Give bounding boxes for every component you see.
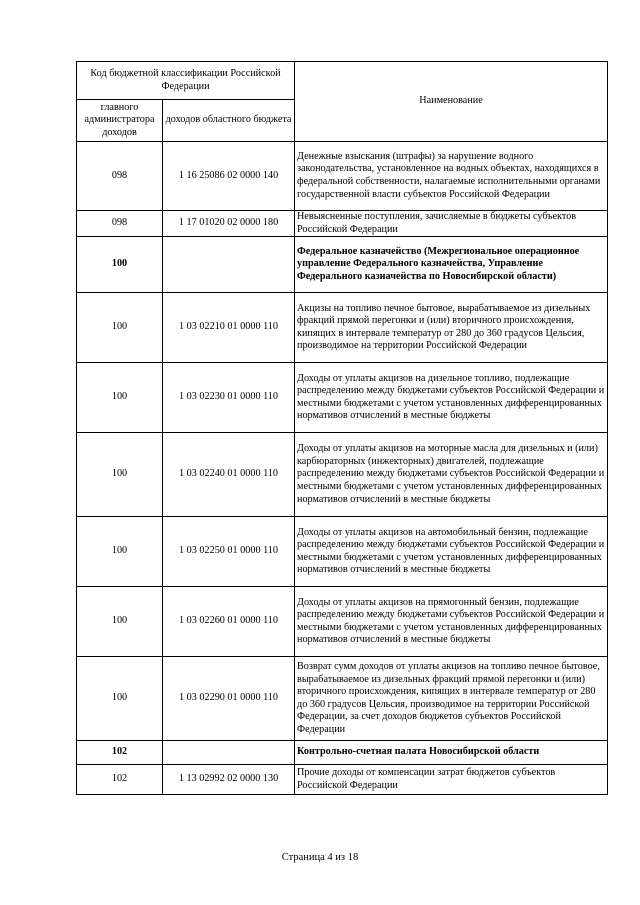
name-cell: Доходы от уплаты акцизов на автомобильный бензин, подлежащие распределению между бюджетами субъектов Российской Федерации и местными бюджетами с учетом установленных дифференцированных нормативов отчислений в местные бюджеты [295, 517, 608, 587]
name-cell: Доходы от уплаты акцизов на моторные масла для дизельных и (или) карбюраторных (инжекторных) двигателей, подлежащие распределению между бюджетами субъектов Российской Федерации и местными бюджетами с учетом установленных дифференцированных нормативов отчислений в местные бюджеты [295, 433, 608, 517]
income-code-cell: 1 16 25086 02 0000 140 [163, 142, 295, 211]
name-cell: Акцизы на топливо печное бытовое, вырабатываемое из дизельных фракций прямой перегонки и (или) вторичного происхождения, кипящих в интервале температур от 280 до 360 градусов Цельсия, производимое на территории Российской Федерации [295, 293, 608, 363]
name-cell: Невыясненные поступления, зачисляемые в бюджеты субъектов Российской Федерации [295, 211, 608, 237]
admin-code-cell: 100 [77, 237, 163, 293]
income-code-cell: 1 03 02250 01 0000 110 [163, 517, 295, 587]
admin-code-cell: 100 [77, 657, 163, 741]
admin-code-cell: 098 [77, 142, 163, 211]
name-cell: Денежные взыскания (штрафы) за нарушение водного законодательства, установленное на водных объектах, находящихся в федеральной собственности, налагаемые исполнительными органами государственной власти субъектов Российской Федерации [295, 142, 608, 211]
income-code-cell: 1 03 02290 01 0000 110 [163, 657, 295, 741]
name-cell: Доходы от уплаты акцизов на дизельное топливо, подлежащие распределению между бюджетами субъектов Российской Федерации и местными бюджетами с учетом установленных дифференцированных нормативов отчислений в местные бюджеты [295, 363, 608, 433]
table-row [77, 517, 608, 587]
header-budget-code-group: Код бюджетной классификации Российской Федерации [77, 62, 295, 100]
admin-code-cell: 100 [77, 293, 163, 363]
admin-code-cell: 102 [77, 765, 163, 795]
income-code-cell: 1 03 02230 01 0000 110 [163, 363, 295, 433]
table-header-row [77, 62, 608, 100]
table-row [77, 142, 608, 211]
table-row-section [77, 741, 608, 765]
name-cell: Контрольно-счетная палата Новосибирской области [295, 741, 608, 765]
table-row [77, 433, 608, 517]
name-cell: Прочие доходы от компенсации затрат бюджетов субъектов Российской Федерации [295, 765, 608, 795]
page-footer: Страница 4 из 18 [281, 852, 359, 863]
admin-code-cell: 100 [77, 433, 163, 517]
admin-code-cell: 098 [77, 211, 163, 237]
header-name: Наименование [295, 62, 608, 142]
table-row [77, 587, 608, 657]
header-admin-code: главного администратора доходов [77, 100, 163, 142]
table-row [77, 657, 608, 741]
table-body [77, 62, 608, 795]
income-code-cell: 1 03 02260 01 0000 110 [163, 587, 295, 657]
income-code-cell [163, 237, 295, 293]
admin-code-cell: 100 [77, 587, 163, 657]
name-cell: Возврат сумм доходов от уплаты акцизов на топливо печное бытовое, вырабатываемое из дизельных фракций прямой перегонки и (или) вторичного происхождения, кипящих в интервале температур от 280 до 360 градусов Цельсия, производимое на территории Российской Федерации, за счет доходов бюджетов субъектов Российской Федерации [295, 657, 608, 741]
header-income-code: доходов областного бюджета [163, 100, 295, 142]
table-row [77, 293, 608, 363]
income-code-cell: 1 03 02210 01 0000 110 [163, 293, 295, 363]
table-row [77, 211, 608, 237]
admin-code-cell: 102 [77, 741, 163, 765]
admin-code-cell: 100 [77, 363, 163, 433]
income-code-cell: 1 13 02992 02 0000 130 [163, 765, 295, 795]
income-code-cell [163, 741, 295, 765]
income-code-cell: 1 17 01020 02 0000 180 [163, 211, 295, 237]
table-row [77, 765, 608, 795]
name-cell: Доходы от уплаты акцизов на прямогонный бензин, подлежащие распределению между бюджетами субъектов Российской Федерации и местными бюджетами с учетом установленных дифференцированных нормативов отчислений в местные бюджеты [295, 587, 608, 657]
income-code-cell: 1 03 02240 01 0000 110 [163, 433, 295, 517]
table-row-section [77, 237, 608, 293]
admin-code-cell: 100 [77, 517, 163, 587]
name-cell: Федеральное казначейство (Межрегиональное операционное управление Федерального казначейства, Управление Федерального казначейства по Новосибирской области) [295, 237, 608, 293]
budget-classification-table [76, 61, 608, 795]
table-row [77, 363, 608, 433]
